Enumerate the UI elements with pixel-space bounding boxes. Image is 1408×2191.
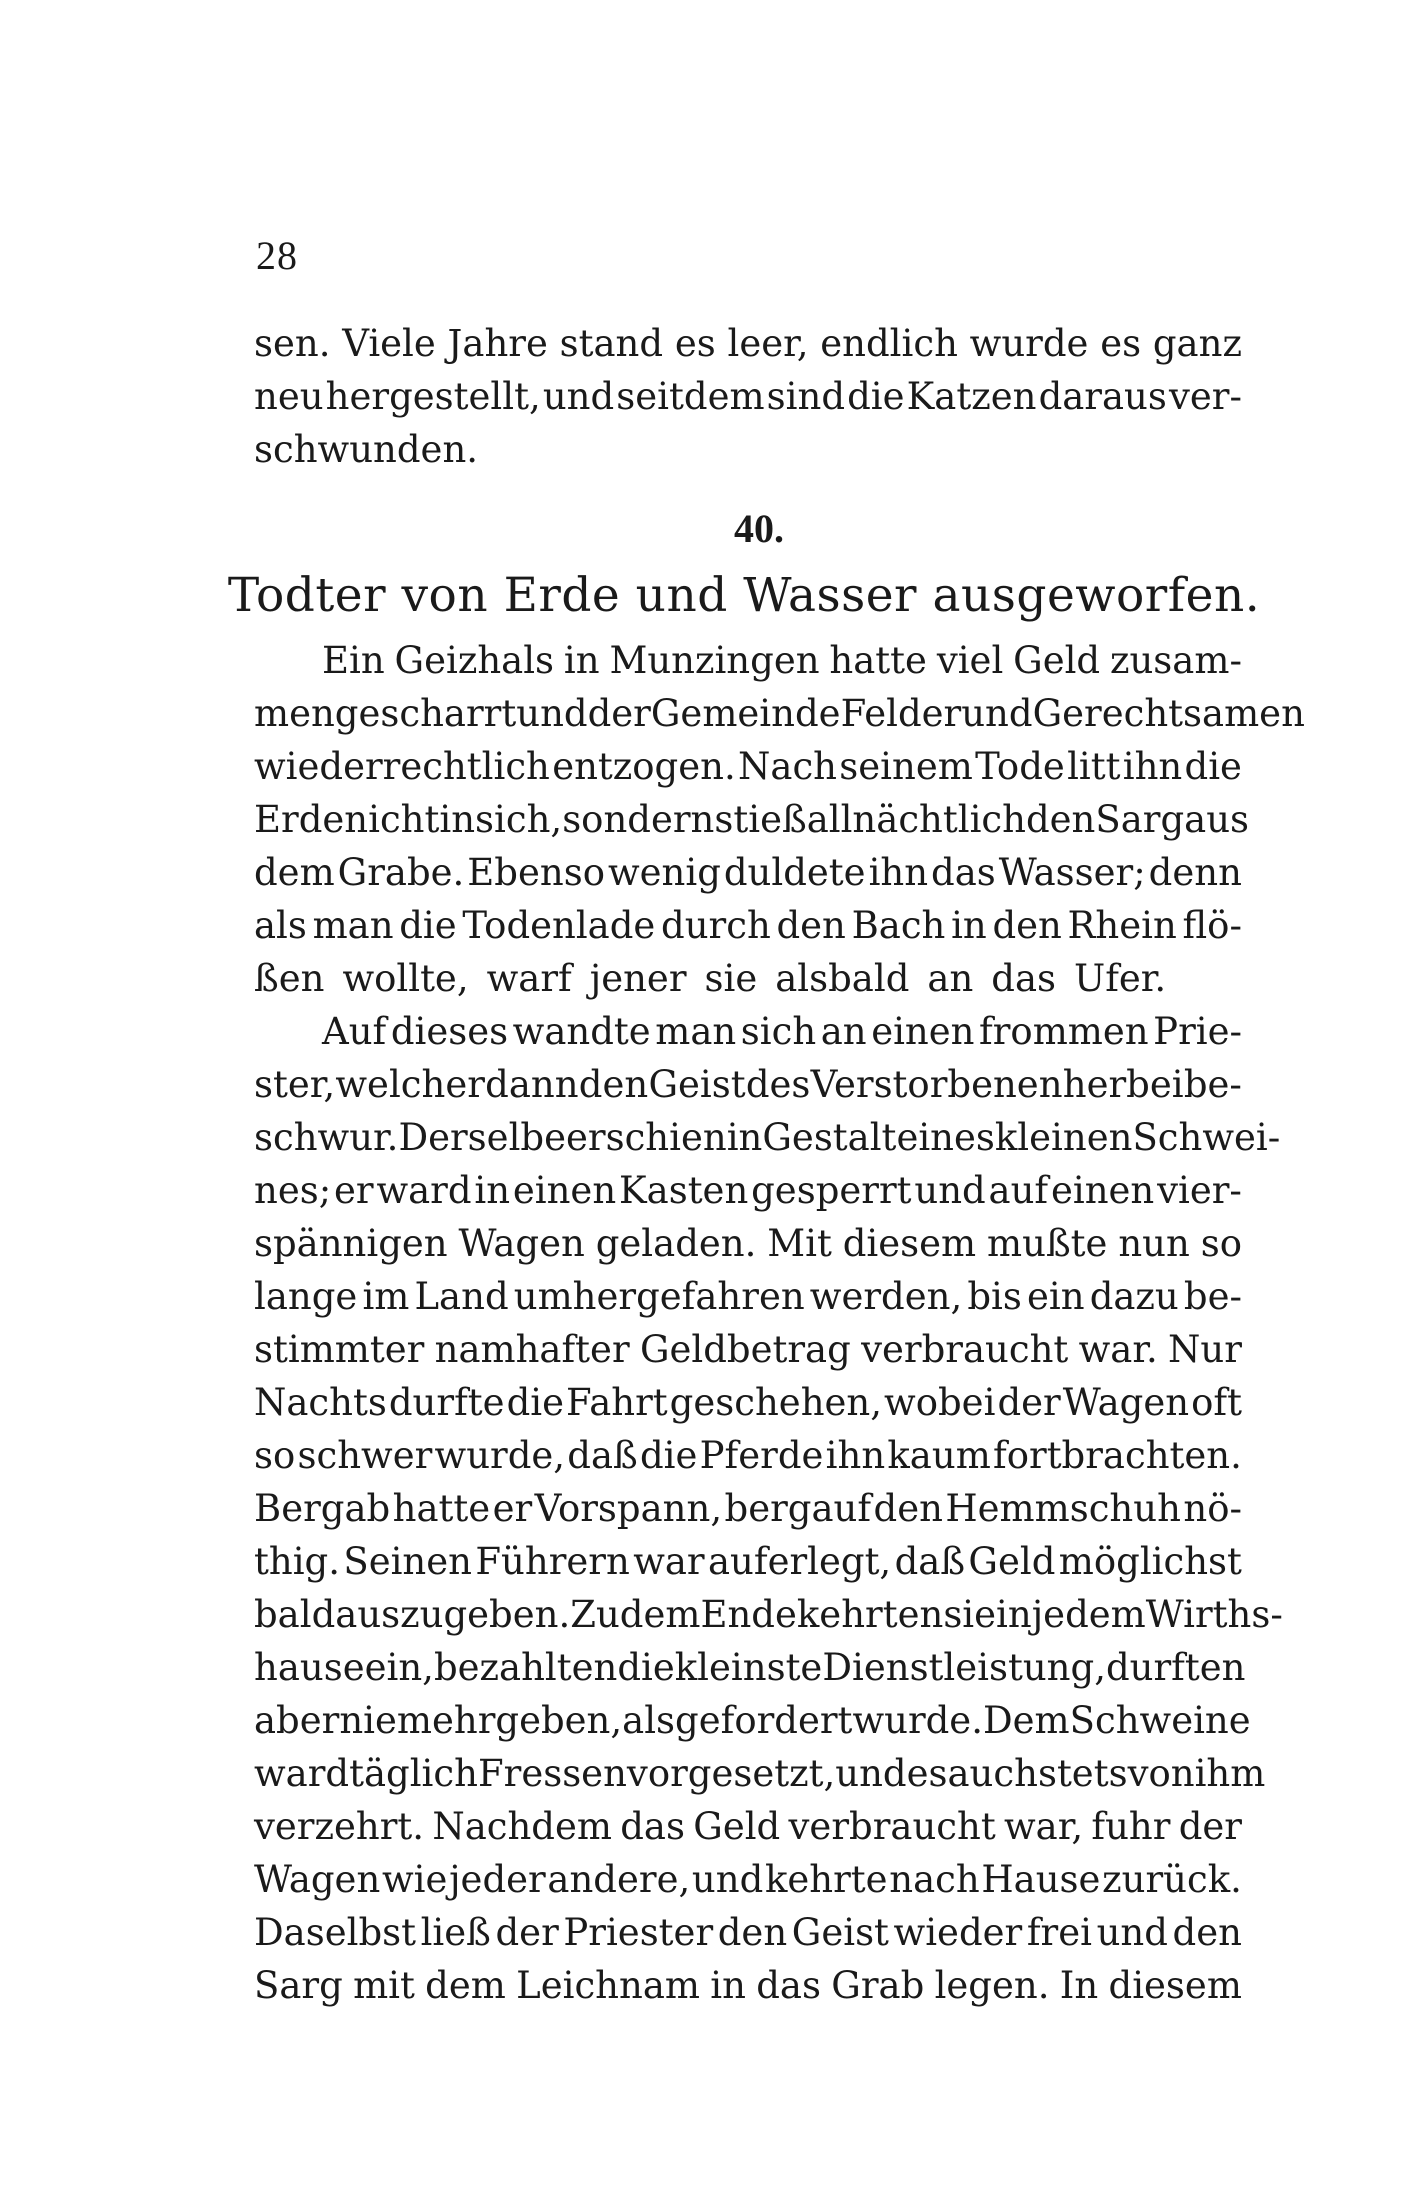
text-line (254, 899, 1242, 952)
text-line (254, 1959, 1242, 2012)
word: Geist (791, 1911, 889, 1954)
word: Munzingen (609, 639, 820, 682)
word: Geist (648, 1063, 746, 1106)
word: dem (254, 851, 335, 894)
word: neu (254, 375, 324, 418)
word: nach (889, 1858, 980, 1901)
word: die (640, 1434, 698, 1477)
word: und (835, 1752, 907, 1795)
word: leer, (727, 322, 809, 365)
word: in (996, 1593, 1032, 1636)
word: durften (1105, 1646, 1246, 1689)
word: Dem (982, 1699, 1070, 1742)
word: man (655, 1010, 737, 1053)
word: des (745, 1063, 811, 1106)
word: es (906, 1752, 948, 1795)
word: allnächtlich (806, 798, 1026, 841)
word: wieder (893, 1911, 1023, 1954)
word: wurde. (852, 1699, 983, 1742)
word: in (710, 1964, 746, 2007)
word: seitdem (616, 375, 765, 418)
word: mengescharrt (254, 692, 517, 735)
word: Dienstleistung, (822, 1646, 1106, 1689)
word: und (961, 692, 1033, 735)
word: stand (559, 322, 664, 365)
word: kleinen (994, 1116, 1133, 1159)
word: litt (1067, 745, 1121, 788)
word: Auf (322, 1010, 387, 1053)
word: die (617, 1646, 675, 1689)
word: war. (1078, 1328, 1158, 1371)
word: den (776, 904, 846, 947)
word: Daselbst (254, 1911, 416, 1954)
word: der (1178, 1805, 1242, 1848)
word: wurde (969, 322, 1089, 365)
word: und (1096, 1911, 1168, 1954)
word: namhafter (434, 1328, 630, 1371)
word: Fahrt (566, 1381, 668, 1424)
word: ließ (420, 1911, 491, 1954)
word: Schweine (1069, 1699, 1251, 1742)
word: eines (896, 1116, 995, 1159)
word: in (726, 1116, 763, 1159)
word: be- (1183, 1275, 1242, 1318)
word: Geldbetrag (639, 1328, 851, 1371)
word: Nachts (254, 1381, 387, 1424)
text-line (254, 1217, 1242, 1270)
word: hatte (829, 639, 927, 682)
word: den (992, 904, 1062, 947)
word: durch (661, 904, 771, 947)
word: Tode (975, 745, 1065, 788)
word: kehrte (764, 1858, 888, 1901)
word: hause (254, 1646, 365, 1689)
word: man (312, 904, 394, 947)
text-line (254, 1588, 1283, 1641)
word: zurück. (1102, 1858, 1242, 1901)
word: als (622, 1699, 676, 1742)
text-line (254, 1535, 1242, 1588)
word: auferlegt, (707, 1540, 892, 1583)
word: Derselbe (398, 1116, 566, 1159)
word: welcher (335, 1063, 485, 1106)
word: und (914, 1169, 986, 1212)
word: Ende (700, 1593, 797, 1636)
word: Katzen (906, 375, 1037, 418)
word: dem (425, 1964, 506, 2007)
word: möglichst (1058, 1540, 1242, 1583)
word: in (563, 639, 600, 682)
word: war (633, 1540, 705, 1583)
word: aus (1184, 798, 1250, 841)
word: kleinste (674, 1646, 823, 1689)
word: daß (567, 1434, 638, 1477)
word: Schwei- (1132, 1116, 1281, 1159)
word: von (1127, 1752, 1195, 1795)
word: der (997, 1381, 1061, 1424)
word: Vorspann, (534, 1487, 723, 1530)
word: Erde (254, 798, 345, 841)
word: Prie- (1153, 1010, 1242, 1053)
word: mehr (396, 1699, 496, 1742)
word: geschehen, (669, 1381, 883, 1424)
word: sen. (254, 322, 331, 365)
word: fortbrachten. (993, 1434, 1242, 1477)
word: Ebenso (467, 851, 605, 894)
text-line (254, 1694, 1251, 1747)
word: Todenlade (462, 904, 656, 947)
body-text (254, 634, 1305, 2012)
word: in (951, 904, 987, 947)
word: und (542, 375, 615, 418)
word: aber (254, 1699, 340, 1742)
word: stieß (714, 798, 807, 841)
word: jener (589, 957, 687, 1000)
word: werden, (809, 1275, 963, 1318)
word: be- (1183, 1063, 1242, 1106)
word: Bach (851, 904, 946, 947)
word: Ufer. (1074, 957, 1167, 1000)
word: in (439, 798, 476, 841)
word: an (927, 957, 974, 1000)
section-title: Todter von Erde und Wasser ausgeworfen. (227, 568, 1261, 623)
word: Seinen (343, 1540, 472, 1583)
word: Gerechtsamen (1032, 692, 1305, 735)
word: so (1200, 1222, 1242, 1265)
text-line (254, 1906, 1242, 1959)
word: ein (1027, 1275, 1085, 1318)
word: er (334, 1169, 374, 1212)
text-line (254, 740, 1242, 793)
word: hatte (392, 1487, 491, 1530)
word: Wagen (254, 1858, 381, 1901)
word: erschien (566, 1116, 727, 1159)
text-line (254, 1005, 1242, 1058)
word: herbei (1062, 1063, 1184, 1106)
word: Führern (475, 1540, 630, 1583)
word: diesem (1108, 1964, 1242, 2007)
word: Ein (322, 639, 385, 682)
word: ßen (254, 957, 325, 1000)
word: fuhr (1091, 1805, 1171, 1848)
text-line (254, 317, 1242, 370)
word: wobei (884, 1381, 996, 1424)
word: einen (512, 1169, 617, 1212)
word: es (674, 322, 716, 365)
word: sondern (562, 798, 715, 841)
word: Pferde (699, 1434, 824, 1477)
word: verbraucht (861, 1328, 1069, 1371)
word: es (1100, 322, 1142, 365)
word: wurde, (434, 1434, 566, 1477)
word: den (873, 1487, 943, 1530)
word: duldete (723, 851, 866, 894)
word: legen. (934, 1964, 1050, 2007)
word: Nach (738, 745, 838, 788)
word: Gestalt (762, 1116, 897, 1159)
word: den (1025, 798, 1096, 841)
text-line (254, 423, 1242, 476)
text-line (254, 634, 1242, 687)
word: kaum (887, 1434, 991, 1477)
word: daraus (1038, 375, 1167, 418)
word: denn (1148, 851, 1242, 894)
word: nicht (344, 798, 440, 841)
word: schwur. (254, 1116, 399, 1159)
word: ward (376, 1169, 472, 1212)
text-line (254, 1058, 1242, 1111)
word: bezahlten (433, 1646, 618, 1689)
word: wollte, (342, 957, 469, 1000)
word: geben, (495, 1699, 623, 1742)
word: alsbald (775, 957, 910, 1000)
word: der (587, 692, 651, 735)
word: Nachdem (432, 1805, 612, 1848)
word: der (495, 1911, 559, 1954)
text-line (254, 1111, 1281, 1164)
word: durfte (388, 1381, 505, 1424)
word: diesem (842, 1222, 977, 1265)
word: als (254, 904, 307, 947)
word: In (1059, 1964, 1099, 2007)
word: sind (766, 375, 846, 418)
text-line (254, 687, 1305, 740)
word: einen (871, 1010, 975, 1053)
word: sie (704, 957, 758, 1000)
word: Viele (342, 322, 436, 365)
word: schwer (297, 1434, 433, 1477)
word: warf (486, 957, 572, 1000)
text-line (254, 952, 1242, 1005)
word: mit (353, 1964, 415, 2007)
word: umhergefahren (513, 1275, 805, 1318)
word: das (991, 957, 1057, 1000)
word: zusam- (1109, 639, 1242, 682)
word: wenig (607, 851, 721, 894)
word: stimmter (254, 1328, 425, 1371)
word: hergestellt, (325, 375, 541, 418)
word: das (931, 851, 996, 894)
word: Geld (968, 1540, 1056, 1583)
word: vier- (1157, 1169, 1242, 1212)
word: frei (1026, 1911, 1092, 1954)
word: viel (936, 639, 1004, 682)
text-line (254, 1853, 1242, 1906)
word: Fressen (477, 1752, 627, 1795)
word: ihm (1194, 1752, 1266, 1795)
word: dann (485, 1063, 579, 1106)
word: Wagen (458, 1222, 585, 1265)
word: Grab (831, 1964, 925, 2007)
word: dazu (1089, 1275, 1179, 1318)
word: verbraucht (788, 1805, 996, 1848)
word: Gemeinde (650, 692, 841, 735)
word: war, (1003, 1805, 1084, 1848)
word: nö- (1183, 1487, 1242, 1530)
word: nes; (254, 1169, 332, 1212)
text-line (254, 1376, 1242, 1429)
word: verzehrt. (254, 1805, 425, 1848)
word: täglich (349, 1752, 478, 1795)
word: Hemmschuh (945, 1487, 1181, 1530)
word: seinem (839, 745, 973, 788)
word: vorgesetzt, (626, 1752, 836, 1795)
word: thig. (254, 1540, 340, 1583)
word: wiederrechtlich (254, 745, 550, 788)
word: entzogen. (552, 745, 736, 788)
word: auf (988, 1169, 1049, 1212)
word: oft (1191, 1381, 1242, 1424)
word: sich, (475, 798, 563, 841)
word: Wasser; (998, 851, 1146, 894)
word: auch (947, 1752, 1038, 1795)
word: flö- (1182, 904, 1242, 947)
word: die (847, 375, 905, 418)
word: Geizhals (394, 639, 555, 682)
word: und (691, 1858, 764, 1901)
word: Nur (1168, 1328, 1242, 1371)
section-number: 40. (734, 506, 784, 551)
word: Grabe. (337, 851, 465, 894)
word: Geld (1013, 639, 1101, 682)
word: Geld (693, 1805, 781, 1848)
text-line (254, 1800, 1242, 1853)
word: jedem (1031, 1593, 1146, 1636)
word: endlich (820, 322, 958, 365)
word: jeder (449, 1858, 546, 1901)
word: Mit (767, 1222, 832, 1265)
word: die (506, 1381, 564, 1424)
word: die (1184, 745, 1242, 788)
word: nie (339, 1699, 397, 1742)
intro-paragraph (254, 317, 1242, 476)
word: Wagen (1062, 1381, 1190, 1424)
text-line (254, 1482, 1242, 1535)
text-line (254, 1270, 1242, 1323)
word: spännigen (254, 1222, 448, 1265)
word: ver- (1168, 375, 1242, 418)
word: Jahre (447, 322, 548, 365)
word: gesperrt (751, 1169, 912, 1212)
word: Land (414, 1275, 509, 1318)
page-number: 28 (256, 233, 298, 278)
word: ster, (254, 1063, 336, 1106)
word: stets (1037, 1752, 1128, 1795)
word: sich (740, 1010, 817, 1053)
word: daß (894, 1540, 966, 1583)
word: Leichnam (516, 1964, 700, 2007)
word: den (1172, 1911, 1242, 1954)
word: dem (619, 1593, 701, 1636)
word: schwunden. (254, 428, 479, 471)
word: an (820, 1010, 867, 1053)
word: ihn (1122, 745, 1183, 788)
text-line (254, 846, 1242, 899)
word: Zu (570, 1593, 620, 1636)
text-line (254, 1747, 1266, 1800)
word: Rhein (1067, 904, 1177, 947)
word: den (578, 1063, 649, 1106)
word: so (254, 1434, 296, 1477)
word: gefordert (675, 1699, 853, 1742)
word: die (399, 904, 457, 947)
word: er (492, 1487, 533, 1530)
word: Priester (563, 1911, 714, 1954)
word: nun (1118, 1222, 1190, 1265)
text-line (254, 1164, 1242, 1217)
word: Bergab (254, 1487, 391, 1530)
text-line (254, 793, 1250, 846)
word: kehrten (796, 1593, 944, 1636)
word: einen (1050, 1169, 1155, 1212)
word: geladen. (595, 1222, 757, 1265)
word: bis (967, 1275, 1022, 1318)
word: Wirths- (1145, 1593, 1283, 1636)
word: ihn (868, 851, 929, 894)
word: Sarg (1095, 798, 1185, 841)
word: Kasten (619, 1169, 749, 1212)
word: das (620, 1805, 685, 1848)
word: lange (254, 1275, 358, 1318)
word: Sarg (254, 1964, 343, 2007)
word: andere, (547, 1858, 691, 1901)
word: auszugeben. (335, 1593, 571, 1636)
text-line (254, 370, 1242, 423)
word: Hause (981, 1858, 1101, 1901)
word: sie (943, 1593, 997, 1636)
word: ganz (1152, 322, 1242, 365)
word: ein, (364, 1646, 434, 1689)
word: im (362, 1275, 410, 1318)
word: bergauf (724, 1487, 872, 1530)
word: Felder (840, 692, 962, 735)
text-line (254, 1429, 1242, 1482)
word: ihn (825, 1434, 886, 1477)
word: in (474, 1169, 511, 1212)
word: mußte (987, 1222, 1108, 1265)
word: das (756, 1964, 821, 2007)
word: und (516, 692, 588, 735)
word: den (717, 1911, 788, 1954)
word: dieses (390, 1010, 509, 1053)
word: ward (254, 1752, 350, 1795)
word: frommen (979, 1010, 1149, 1053)
word: Verstorbenen (810, 1063, 1063, 1106)
word: wandte (512, 1010, 651, 1053)
text-line (254, 1641, 1246, 1694)
word: bald (254, 1593, 336, 1636)
word: wie (381, 1858, 448, 1901)
text-line (254, 1323, 1242, 1376)
